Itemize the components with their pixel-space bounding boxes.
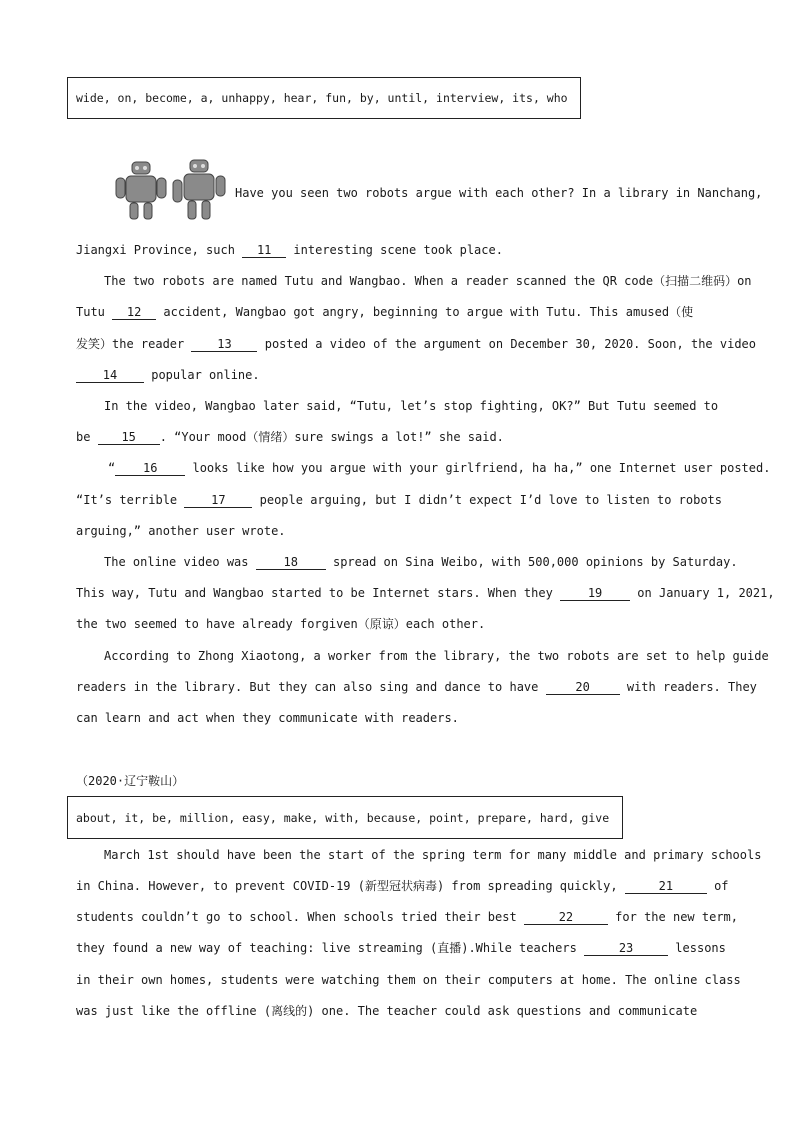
blank-19[interactable]: 19 (560, 587, 630, 601)
blank-11[interactable]: 11 (242, 244, 286, 258)
word-box-2-text: about, it, be, million, easy, make, with, because, point, prepare, hard, give (76, 810, 610, 825)
word-box-1-text: wide, on, become, a, unhappy, hear, fun, by, until, interview, its, who (76, 91, 568, 105)
p1-line-3: The two robots are named Tutu and Wangbao. When a reader scanned the QR code（扫描二维码）on (104, 274, 752, 288)
p1-line-14: the two seemed to have already forgiven（原谅）each other. (76, 617, 486, 631)
p1-line-2: Jiangxi Province, such 11 interesting scene took place. (76, 243, 503, 257)
blank-23[interactable]: 23 (584, 942, 668, 956)
robot-icon (110, 158, 230, 224)
p1-line-13: This way, Tutu and Wangbao started to be Internet stars. When they 19 on January 1, 2021, (76, 586, 775, 600)
p1-line-8: be 15 . “Your mood（情绪）sure swings a lot!” she said. (76, 430, 504, 444)
p2-line-4: they found a new way of teaching: live streaming (直播).While teachers 23 lessons (76, 941, 726, 955)
blank-20[interactable]: 20 (546, 681, 620, 695)
blank-16[interactable]: 16 (115, 462, 185, 476)
p1-line-5: 发笑）the reader 13 posted a video of the argument on December 30, 2020. Soon, the video (76, 337, 756, 351)
blank-13[interactable]: 13 (191, 338, 257, 352)
blank-17[interactable]: 17 (184, 494, 252, 508)
blank-14[interactable]: 14 (76, 369, 144, 383)
p1-line-7: In the video, Wangbao later said, “Tutu, let’s stop fighting, OK?” But Tutu seemed to (104, 399, 719, 413)
p1-line-10: “It’s terrible 17 people arguing, but I didn’t expect I’d love to listen to robots (76, 493, 722, 507)
p1-line-17: can learn and act when they communicate with readers. (76, 711, 459, 725)
blank-22[interactable]: 22 (524, 911, 608, 925)
p1-line-9: “ 16 looks like how you argue with your girlfriend, ha ha,” one Internet user posted. (108, 461, 771, 475)
p1-line-15: According to Zhong Xiaotong, a worker from the library, the two robots are set to help guide (104, 649, 769, 663)
blank-18[interactable]: 18 (256, 556, 326, 570)
word-box-2 (67, 796, 623, 839)
p2-line-5: in their own homes, students were watching them on their computers at home. The online class (76, 973, 741, 987)
p2-line-3: students couldn’t go to school. When schools tried their best 22 for the new term, (76, 910, 738, 924)
blank-21[interactable]: 21 (625, 880, 707, 894)
p1-line-12: The online video was 18 spread on Sina Weibo, with 500,000 opinions by Saturday. (104, 555, 738, 569)
source-label: （2020·辽宁鞍山） (76, 774, 185, 788)
p2-line-1: March 1st should have been the start of the spring term for many middle and primary schools (104, 848, 762, 862)
p2-line-6: was just like the offline (离线的) one. The teacher could ask questions and communicate (76, 1004, 698, 1018)
p1-line-1: Have you seen two robots argue with each other? In a library in Nanchang, (235, 186, 763, 200)
p1-line-11: arguing,” another user wrote. (76, 524, 286, 538)
p1-line-4: Tutu 12 accident, Wangbao got angry, beginning to argue with Tutu. This amused（使 (76, 305, 694, 319)
p1-line-6: 14 popular online. (76, 367, 260, 383)
blank-15[interactable]: 15 (98, 431, 160, 445)
p2-line-2: in China. However, to prevent COVID-19 (新型冠状病毒) from spreading quickly, 21 of (76, 879, 729, 893)
blank-12[interactable]: 12 (112, 306, 156, 320)
word-box-1 (67, 77, 581, 119)
p1-line-16: readers in the library. But they can also sing and dance to have 20 with readers. They (76, 680, 757, 694)
